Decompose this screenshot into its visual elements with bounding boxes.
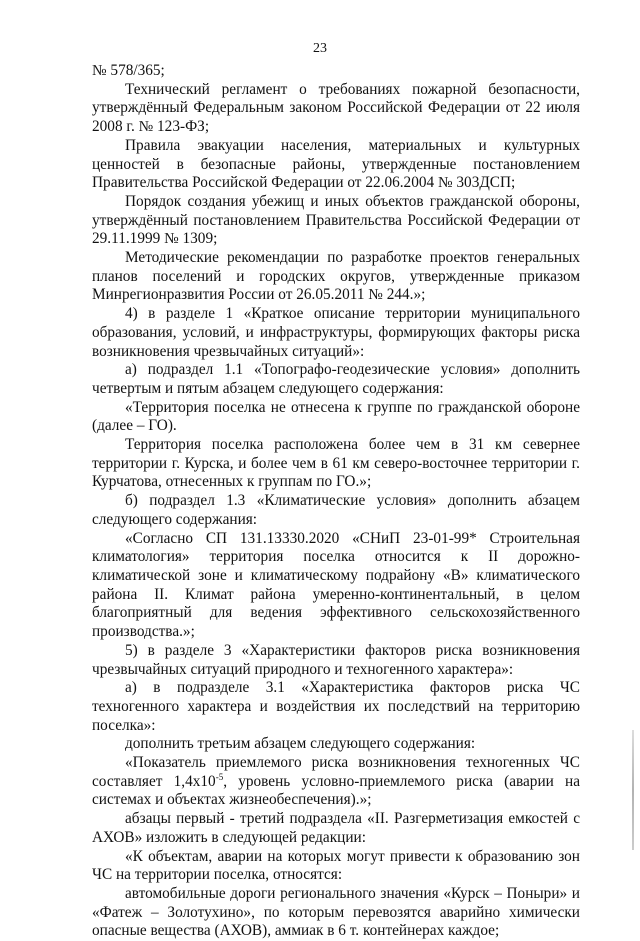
paragraph: 4) в разделе 1 «Краткое описание территории муниципального образования, условий, и инфраструктуры, формирующих факторы риска возникновения чрезвычайных ситуаций»: [92, 305, 580, 360]
paragraph: а) подраздел 1.1 «Топографо-геодезические условия» дополнить четвертым и пятым абзацем следующего содержания: [92, 361, 580, 397]
paragraph: «Согласно СП 131.13330.2020 «СНиП 23-01-99* Строительная климатология» территория поселка относится к II дорожно-климатической зоне и климатическому подрайону «В» климатического района II. Климат района умеренно-континентальный, в целом благоприятный для ведения эффективного сельскохозяйственного производства.»; [92, 529, 580, 641]
paragraph: Правила эвакуации населения, материальных и культурных ценностей в безопасные районы, утвержденные постановлением Правительства Российской Федерации от 22.06.2004 № 303ДСП; [92, 136, 580, 192]
paragraph: № 578/365; [92, 62, 165, 79]
paragraph: «Территория поселка не отнесена к группе по гражданской обороне (далее – ГО). [92, 398, 580, 435]
scan-edge-mark [632, 730, 634, 850]
paragraph: «К объектам, аварии на которых могут привести к образованию зон ЧС на территории поселка, относятся: [92, 847, 580, 884]
paragraph: Технический регламент о требованиях пожарной безопасности, утверждённый Федеральным законом Российской Федерации от 22 июля 2008 г. № 123-ФЗ; [92, 80, 580, 136]
paragraph: Методические рекомендации по разработке проектов генеральных планов поселений и городских округов, утвержденные приказом Минрегионразвития России от 26.05.2011 № 244.»; [92, 249, 580, 304]
document-body [92, 62, 580, 941]
paragraph: Территория поселка расположена более чем в 31 км севернее территории г. Курска, и более чем в 61 км северо-восточнее территории г. Курчатова, отнесенных к группам по ГО.»; [92, 436, 580, 491]
paragraph [92, 754, 580, 810]
paragraph-text: «Показатель приемлемого риска возникновения техногенных ЧС составляет 1,4х10 [92, 754, 580, 790]
page-number: 23 [313, 41, 327, 56]
paragraph: автомобильные дороги регионального значения «Курск – Поныри» и «Фатеж – Золотухино», по которым перевозятся аварийно химически опасные вещества (АХОВ), аммиак в 6 т. контейнерах каждое; [92, 884, 580, 940]
paragraph-text: , уровень условно-приемлемого риска (аварии на системах и объектах жизнеобеспечения).»; [92, 772, 580, 809]
paragraph: 5) в разделе 3 «Характеристики факторов риска возникновения чрезвычайных ситуаций природного и техногенного характера»: [92, 641, 580, 678]
paragraph: а) в подразделе 3.1 «Характеристика факторов риска ЧС техногенного характера и воздействия их последствий на территорию поселка»: [92, 679, 580, 734]
paragraph: б) подраздел 1.3 «Климатические условия» дополнить абзацем следующего содержания: [92, 492, 580, 528]
paragraph: дополнить третьим абзацем следующего содержания: [125, 735, 476, 753]
paragraph: абзацы первый - третий подраздела «II. Разгерметизация емкостей с АХОВ» изложить в следующей редакции: [92, 810, 580, 846]
paragraph: Порядок создания убежищ и иных объектов гражданской обороны, утверждённый постановлением Правительства Российской Федерации от 29.11.1999 № 1309; [92, 192, 580, 248]
exponent: -5 [215, 771, 224, 782]
